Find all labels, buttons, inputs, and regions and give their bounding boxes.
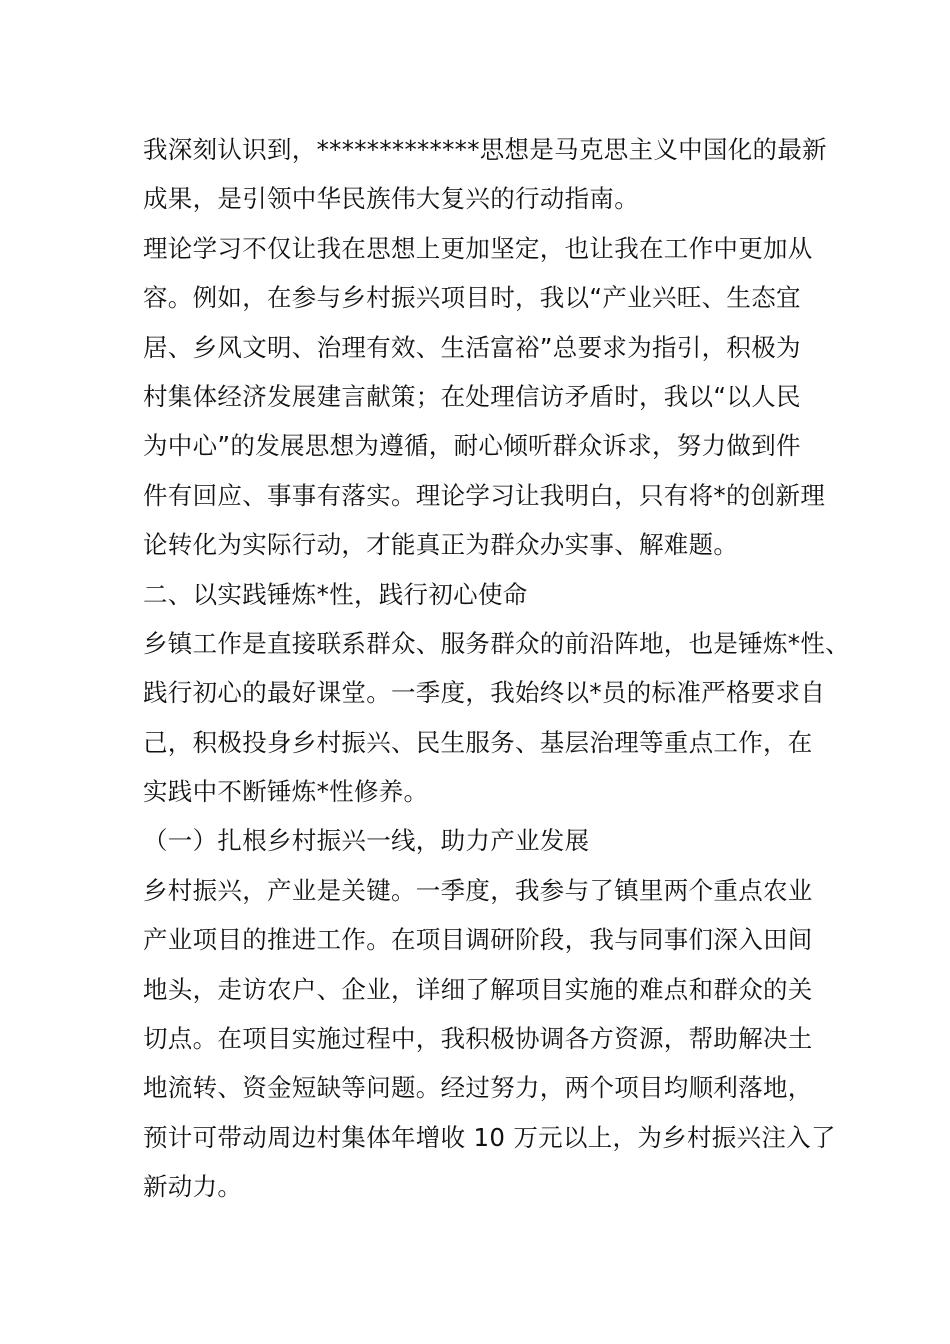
- paragraph-line: 村集体经济发展建言献策；在处理信访矛盾时，我以“以人民: [143, 381, 801, 411]
- paragraph-line: 地头，走访农户、企业，详细了解项目实施的难点和群众的关: [143, 974, 813, 1004]
- paragraph-line: 乡镇工作是直接联系群众、服务群众的前沿阵地，也是锤炼*性、: [143, 628, 850, 658]
- paragraph-line: 乡村振兴，产业是关键。一季度，我参与了镇里两个重点农业: [143, 875, 813, 905]
- paragraph-line: 居、乡风文明、治理有效、生活富裕”总要求为指引，积极为: [143, 332, 801, 362]
- paragraph-line: 为中心”的发展思想为遵循，耐心倾听群众诉求，努力做到件: [143, 431, 801, 461]
- paragraph-line: 产业项目的推进工作。在项目调研阶段，我与同事们深入田间: [143, 925, 813, 955]
- paragraph-line: 我深刻认识到，*************思想是马克思主义中国化的最新: [143, 135, 827, 164]
- paragraph-line: 己，积极投身乡村振兴、民生服务、基层治理等重点工作，在: [143, 727, 813, 757]
- paragraph-line: 实践中不断锤炼*性修养。: [143, 777, 429, 807]
- paragraph-line: 践行初心的最好课堂。一季度，我始终以*员的标准严格要求自: [143, 678, 826, 708]
- paragraph-line: 切点。在项目实施过程中，我积极协调各方资源，帮助解决土: [143, 1024, 813, 1054]
- document-body: [143, 125, 850, 1212]
- paragraph-line: 理论学习不仅让我在思想上更加坚定，也让我在工作中更加从: [143, 233, 813, 263]
- paragraph-line: 预计可带动周边村集体年增收 10 万元以上，为乡村振兴注入了: [143, 1122, 836, 1152]
- paragraph-line: 容。例如，在参与乡村振兴项目时，我以“产业兴旺、生态宜: [143, 283, 801, 313]
- paragraph-line: 地流转、资金短缺等问题。经过努力，两个项目均顺利落地，: [143, 1073, 813, 1103]
- paragraph-line: 成果，是引领中华民族伟大复兴的行动指南。: [143, 184, 639, 214]
- subsection-heading: （一）扎根乡村振兴一线，助力产业发展: [143, 826, 590, 856]
- paragraph-line: 件有回应、事事有落实。理论学习让我明白，只有将*的创新理: [143, 480, 826, 510]
- paragraph-line: 论转化为实际行动，才能真正为群众办实事、解难题。: [143, 530, 739, 560]
- paragraph-line: 新动力。: [143, 1172, 243, 1202]
- section-heading: 二、以实践锤炼*性，践行初心使命: [143, 579, 528, 609]
